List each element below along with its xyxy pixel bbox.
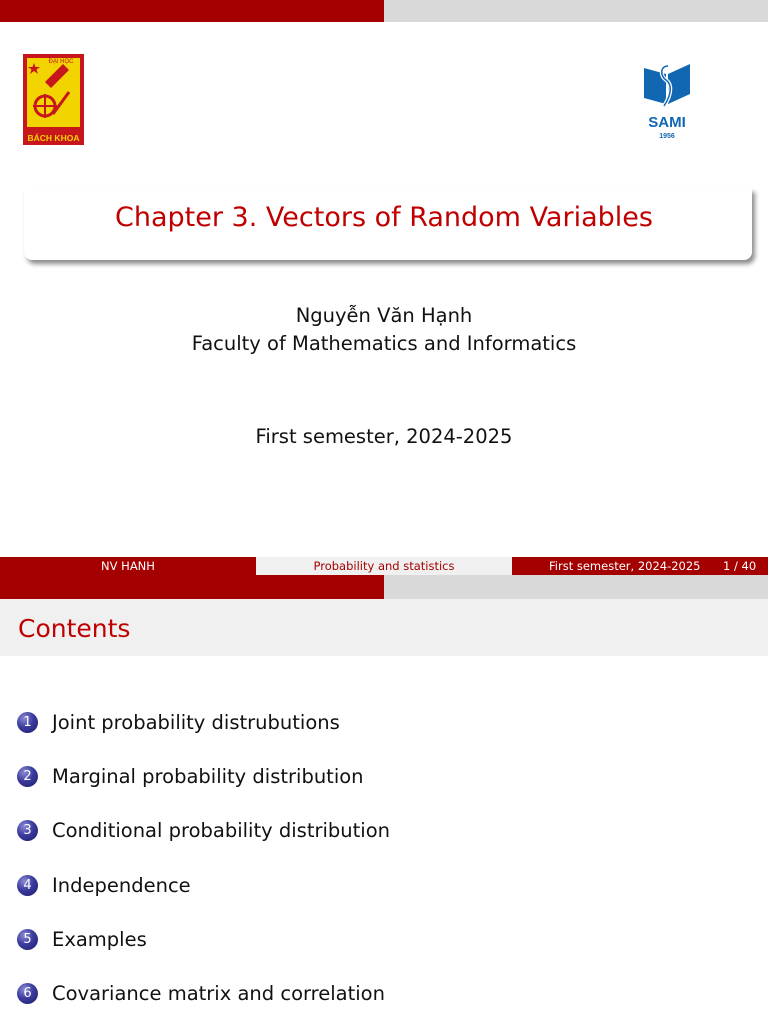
sami-logo-text: SAMI bbox=[648, 114, 686, 131]
footer-page-number: 1 / 40 bbox=[723, 559, 757, 573]
toc-number-bullet: 6 bbox=[17, 983, 38, 1004]
toc-item-label: Independence bbox=[52, 874, 191, 897]
sami-logo bbox=[638, 60, 696, 144]
author-name: Nguyễn Văn Hạnh bbox=[295, 304, 473, 327]
institute: Faculty of Mathematics and Informatics bbox=[191, 332, 577, 355]
hust-logo-bottom-text: BÁCH KHOA bbox=[27, 133, 80, 143]
footer-course: Probability and statistics bbox=[313, 559, 455, 573]
toc-number-bullet: 4 bbox=[17, 875, 38, 896]
slide-title: Chapter 3. Vectors of Random Variables bbox=[115, 202, 653, 233]
hust-logo bbox=[23, 54, 84, 145]
contents-title: Contents bbox=[18, 614, 131, 643]
toc-item-label: Conditional probability distribution bbox=[52, 819, 390, 842]
toc-number-bullet: 3 bbox=[17, 820, 38, 841]
top-bar-red bbox=[0, 0, 384, 22]
presentation-date: First semester, 2024-2025 bbox=[255, 425, 513, 448]
toc-item-label: Examples bbox=[52, 928, 147, 951]
hust-logo-top-text: ĐẠI HỌC bbox=[48, 59, 74, 65]
toc-number-bullet: 2 bbox=[17, 766, 38, 787]
toc-item-label: Marginal probability distribution bbox=[52, 765, 364, 788]
toc-number-bullet: 1 bbox=[17, 712, 38, 733]
slide2-top-bar-red bbox=[0, 575, 384, 599]
toc-item-label: Covariance matrix and correlation bbox=[52, 982, 385, 1005]
top-bar-gray bbox=[384, 0, 768, 22]
footer-author: NV HANH bbox=[101, 559, 155, 573]
toc-item-label: Joint probability distrubutions bbox=[52, 711, 340, 734]
toc-number-bullet: 5 bbox=[17, 929, 38, 950]
sami-logo-year: 1956 bbox=[659, 133, 675, 140]
footer-semester: First semester, 2024-2025 bbox=[549, 559, 701, 573]
slide2-top-bar-gray bbox=[384, 575, 768, 599]
